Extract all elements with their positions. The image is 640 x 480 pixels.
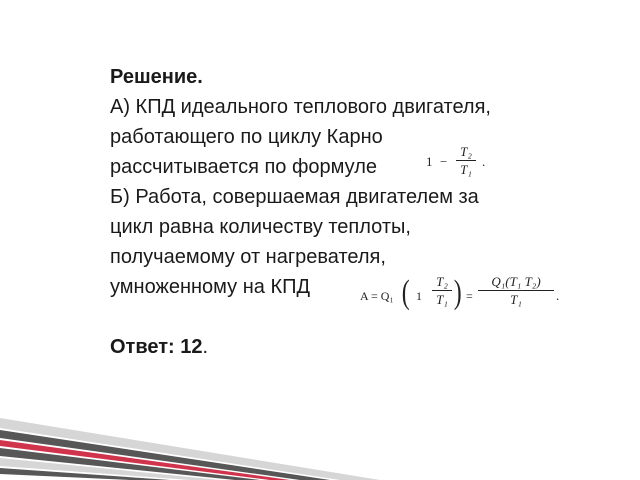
formula2-fraction — [432, 274, 452, 307]
answer-period: . — [202, 336, 209, 358]
formula1-period: . — [482, 154, 486, 169]
formula1-denominator: T₁ — [460, 162, 472, 177]
text-line-6: получаемому от нагревателя, — [110, 246, 386, 268]
formula1-numerator: T₂ — [460, 144, 472, 159]
efficiency-formula — [426, 142, 516, 182]
text-line-7: умноженному на КПД — [110, 276, 311, 298]
formula2-period: . — [556, 288, 560, 303]
text-line-5: цикл равна количеству теплоты, — [110, 216, 411, 238]
formula2-denominator: T₁ — [436, 292, 448, 307]
formula2-numerator: T₂ — [436, 274, 448, 289]
solution-heading: Решение. — [110, 66, 203, 88]
formula2-result-numerator: Q₁(T₁ T₂) — [491, 274, 541, 289]
formula2-lhs: A = Q₁ — [360, 289, 394, 303]
answer-value: 12 — [180, 336, 203, 358]
text-line-2: работающего по циклу Карно — [110, 126, 383, 148]
text-line-4: Б) Работа, совершаемая двигателем за — [110, 186, 479, 208]
formula2-result-denominator: T₁ — [510, 292, 522, 307]
formula2-one: 1 — [416, 289, 422, 303]
text-line-3: рассчитывается по формуле — [110, 156, 377, 178]
formula1-one: 1 — [426, 154, 433, 169]
answer-line — [110, 332, 580, 362]
formula1-fraction — [456, 144, 476, 177]
decorative-stripes — [0, 400, 640, 480]
formula2-equals: = — [466, 289, 473, 303]
formula1-minus: − — [440, 154, 448, 169]
text-line-1: А) КПД идеального теплового двигателя, — [110, 96, 491, 118]
formula2-right-paren: ) — [453, 274, 462, 311]
work-formula — [350, 270, 565, 320]
formula2-left-paren: ( — [401, 274, 410, 311]
answer-label: Ответ: — [110, 336, 175, 358]
formula2-result-fraction — [478, 274, 554, 307]
